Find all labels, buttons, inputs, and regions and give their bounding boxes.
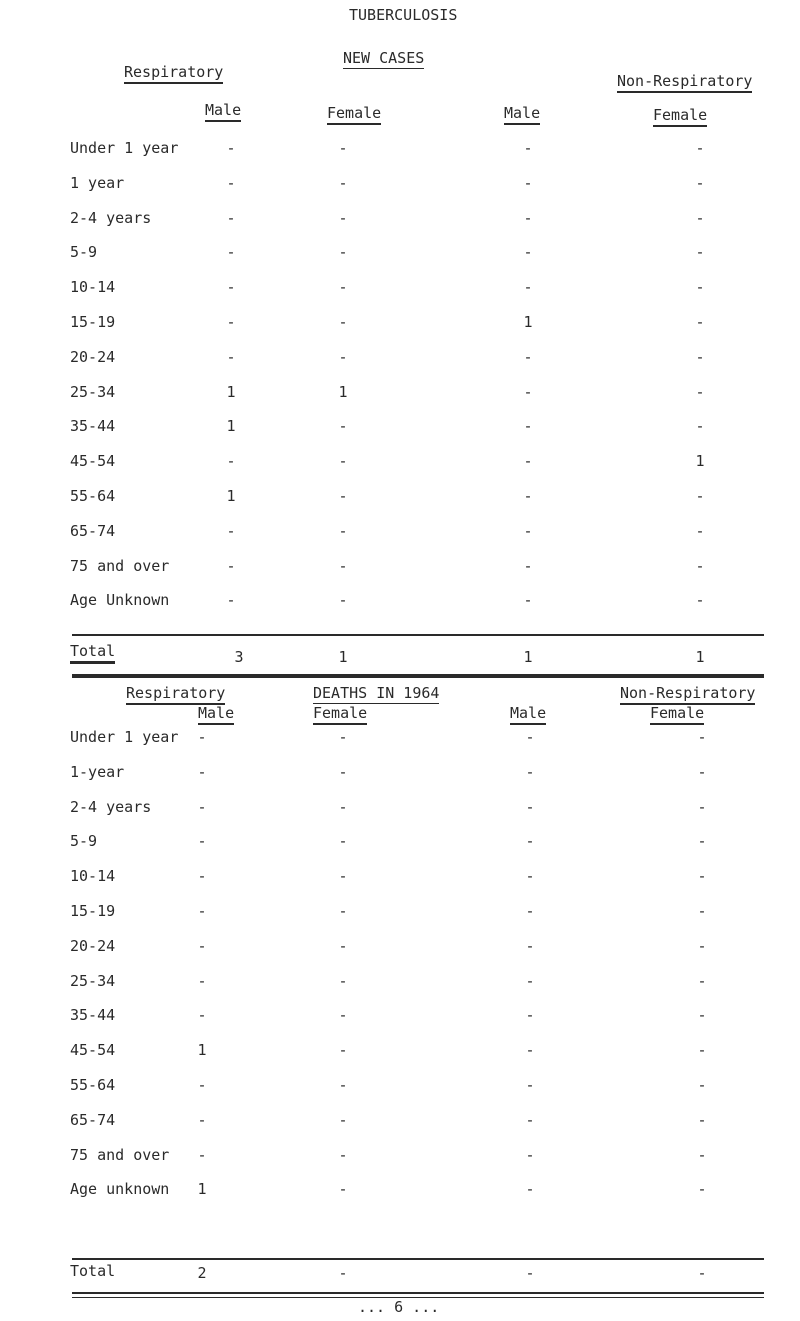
table-cell: - <box>695 347 705 366</box>
table-cell: - <box>697 936 707 955</box>
table-cell: 1 <box>197 1041 207 1060</box>
row-label: 2-4 years <box>70 208 152 227</box>
row-label: 25-34 <box>70 971 116 990</box>
table-cell: 1 <box>695 452 705 471</box>
table-cell: - <box>697 1180 707 1199</box>
table-cell: - <box>197 936 207 955</box>
table-cell: - <box>523 278 533 297</box>
table-cell: - <box>197 1076 207 1094</box>
table-cell: - <box>197 728 207 746</box>
deaths-col-resp-female: Female <box>313 704 367 725</box>
new-cases-total-label: Total <box>70 642 115 664</box>
row-label: 10-14 <box>70 867 116 886</box>
table-cell: - <box>695 243 705 262</box>
table-cell: - <box>338 243 348 262</box>
row-label: 10-14 <box>70 278 116 297</box>
table-cell: - <box>338 832 348 851</box>
table-cell: - <box>226 591 236 610</box>
table-cell: - <box>523 208 533 227</box>
row-label: 2-4 years <box>70 797 152 816</box>
table-cell: - <box>523 173 533 192</box>
table-cell: - <box>338 417 348 436</box>
table-cell: 1 <box>197 1180 207 1199</box>
table-cell: - <box>226 278 236 297</box>
table-cell: - <box>338 347 348 366</box>
table-cell: - <box>338 278 348 297</box>
table-cell: - <box>338 728 348 746</box>
table-cell: - <box>697 797 707 816</box>
new-cases-total-rule <box>72 634 764 636</box>
table-cell: - <box>338 313 348 331</box>
table-cell: - <box>338 902 348 920</box>
table-cell: - <box>338 936 348 955</box>
row-label: Under 1 year <box>70 139 179 157</box>
table-cell: - <box>525 1145 535 1164</box>
row-label: Under 1 year <box>70 728 179 746</box>
table-cell: - <box>226 556 236 575</box>
table-cell: - <box>226 139 236 157</box>
table-cell: 1 <box>338 382 348 401</box>
table-cell: - <box>197 867 207 886</box>
table-cell: - <box>695 556 705 575</box>
deaths-total-resp-female: - <box>338 1264 348 1282</box>
table-cell: - <box>525 1110 535 1129</box>
table-cell: 1 <box>226 382 236 401</box>
deaths-col-nonresp-male: Male <box>510 704 546 725</box>
deaths-bottom-rule <box>72 1292 764 1294</box>
deaths-total-resp-male: 2 <box>197 1264 207 1282</box>
table-cell: 1 <box>226 417 236 436</box>
table-cell: - <box>523 452 533 471</box>
table-cell: - <box>697 1145 707 1164</box>
table-cell: - <box>338 1145 348 1164</box>
row-label: Age Unknown <box>70 591 170 610</box>
deaths-total-rule <box>72 1258 764 1260</box>
table-cell: - <box>695 139 705 157</box>
table-cell: - <box>697 1076 707 1094</box>
table-cell: - <box>523 521 533 540</box>
table-cell: - <box>226 452 236 471</box>
new-cases-total-nonresp-female: 1 <box>695 648 705 666</box>
row-label: 15-19 <box>70 902 116 920</box>
table-cell: - <box>338 591 348 610</box>
new-cases-heading: NEW CASES <box>343 49 425 67</box>
row-label: 75 and over <box>70 556 170 575</box>
table-cell: - <box>226 347 236 366</box>
table-cell: - <box>523 487 533 505</box>
table-cell: - <box>226 173 236 192</box>
table-cell: - <box>525 1006 535 1025</box>
new-cases-total-resp-male: 3 <box>234 648 244 666</box>
new-cases-non-respiratory-label: Non-Respiratory <box>617 72 752 93</box>
table-cell: - <box>338 1180 348 1199</box>
table-cell: - <box>695 208 705 227</box>
new-cases-col-resp-female: Female <box>327 104 381 125</box>
new-cases-col-resp-male: Male <box>205 101 241 122</box>
table-cell: - <box>697 867 707 886</box>
table-cell: - <box>338 208 348 227</box>
deaths-total-nonresp-female: - <box>697 1264 707 1282</box>
table-cell: - <box>697 1006 707 1025</box>
table-cell: - <box>697 902 707 920</box>
table-cell: - <box>697 728 707 746</box>
table-cell: - <box>338 452 348 471</box>
table-cell: - <box>338 797 348 816</box>
deaths-non-respiratory-label: Non-Respiratory <box>620 684 755 705</box>
table-cell: - <box>697 1110 707 1129</box>
table-cell: - <box>197 1006 207 1025</box>
deaths-col-nonresp-female: Female <box>650 704 704 725</box>
table-cell: - <box>695 313 705 331</box>
table-cell: - <box>197 971 207 990</box>
new-cases-bottom-rule <box>72 674 764 678</box>
table-cell: - <box>525 762 535 781</box>
table-cell: - <box>525 832 535 851</box>
table-cell: - <box>197 1145 207 1164</box>
table-cell: - <box>523 591 533 610</box>
table-cell: - <box>697 1041 707 1060</box>
table-cell: - <box>697 971 707 990</box>
table-cell: - <box>338 1110 348 1129</box>
table-cell: - <box>338 1076 348 1094</box>
row-label: 65-74 <box>70 521 116 540</box>
table-cell: - <box>338 762 348 781</box>
deaths-heading: DEATHS IN 1964 <box>313 684 440 702</box>
table-cell: - <box>525 902 535 920</box>
table-cell: - <box>523 417 533 436</box>
new-cases-col-nonresp-male: Male <box>504 104 540 125</box>
table-cell: - <box>338 1006 348 1025</box>
table-cell: - <box>226 208 236 227</box>
table-cell: - <box>197 902 207 920</box>
new-cases-respiratory-label: Respiratory <box>124 63 223 84</box>
table-cell: - <box>525 867 535 886</box>
table-cell: - <box>695 173 705 192</box>
new-cases-total-nonresp-male: 1 <box>523 648 533 666</box>
row-label: 5-9 <box>70 832 98 851</box>
new-cases-col-nonresp-female: Female <box>653 106 707 127</box>
row-label: 55-64 <box>70 1076 116 1094</box>
row-label: 5-9 <box>70 243 98 262</box>
deaths-respiratory-label: Respiratory <box>126 684 225 705</box>
table-cell: - <box>525 936 535 955</box>
table-cell: - <box>197 762 207 781</box>
table-cell: 1 <box>226 487 236 505</box>
table-cell: - <box>197 1110 207 1129</box>
table-cell: - <box>523 382 533 401</box>
table-cell: - <box>338 1041 348 1060</box>
page-title: TUBERCULOSIS <box>349 6 458 24</box>
row-label: 65-74 <box>70 1110 116 1129</box>
row-label: 35-44 <box>70 417 116 436</box>
deaths-total-label: Total <box>70 1262 116 1280</box>
table-cell: - <box>338 521 348 540</box>
table-cell: - <box>695 521 705 540</box>
table-cell: - <box>525 1041 535 1060</box>
table-cell: - <box>226 243 236 262</box>
table-cell: - <box>525 797 535 816</box>
table-cell: - <box>338 867 348 886</box>
row-label: 45-54 <box>70 1041 116 1060</box>
table-cell: - <box>695 487 705 505</box>
new-cases-total-resp-female: 1 <box>338 648 348 666</box>
row-label: 1-year <box>70 762 125 781</box>
table-cell: - <box>525 971 535 990</box>
row-label: 20-24 <box>70 936 116 955</box>
table-cell: - <box>525 728 535 746</box>
table-cell: - <box>697 762 707 781</box>
table-cell: - <box>525 1076 535 1094</box>
deaths-total-nonresp-male: - <box>525 1264 535 1282</box>
row-label: 55-64 <box>70 487 116 505</box>
table-cell: - <box>338 139 348 157</box>
table-cell: - <box>697 832 707 851</box>
table-cell: - <box>523 556 533 575</box>
table-cell: - <box>523 243 533 262</box>
row-label: 25-34 <box>70 382 116 401</box>
table-cell: - <box>695 382 705 401</box>
row-label: Age unknown <box>70 1180 170 1199</box>
row-label: 75 and over <box>70 1145 170 1164</box>
table-cell: - <box>338 971 348 990</box>
table-cell: - <box>523 347 533 366</box>
table-cell: - <box>338 487 348 505</box>
row-label: 20-24 <box>70 347 116 366</box>
table-cell: 1 <box>523 313 533 331</box>
page-number: ... 6 ... <box>358 1298 440 1316</box>
deaths-col-resp-male: Male <box>198 704 234 725</box>
table-cell: - <box>525 1180 535 1199</box>
row-label: 15-19 <box>70 313 116 331</box>
table-cell: - <box>197 832 207 851</box>
table-cell: - <box>695 591 705 610</box>
table-cell: - <box>226 313 236 331</box>
table-cell: - <box>226 521 236 540</box>
table-cell: - <box>695 417 705 436</box>
row-label: 45-54 <box>70 452 116 471</box>
table-cell: - <box>695 278 705 297</box>
table-cell: - <box>523 139 533 157</box>
table-cell: - <box>338 173 348 192</box>
row-label: 35-44 <box>70 1006 116 1025</box>
table-cell: - <box>197 797 207 816</box>
table-cell: - <box>338 556 348 575</box>
row-label: 1 year <box>70 173 125 192</box>
